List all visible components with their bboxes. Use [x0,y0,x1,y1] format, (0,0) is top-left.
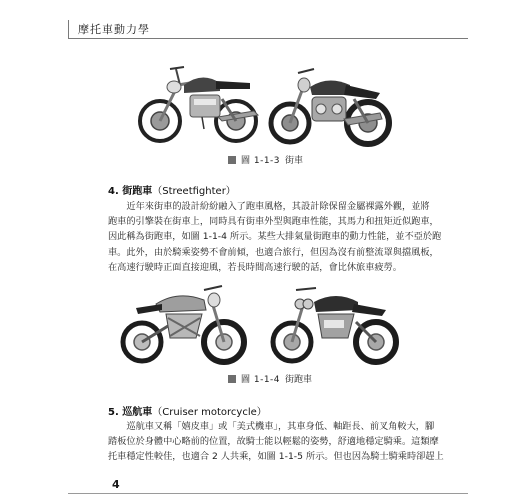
paragraph-line: 近年來街車的設計紛紛融入了跑車風格，其設計除保留金屬裸露外觀，並將 [126,201,430,212]
paragraph-line: 托車穩定性較佳，也適合 2 人共乘，如圖 1-1-5 所示。但也因為騎士騎乘時卻趕上 [108,451,444,463]
paragraph-line: 踏板位於身體中心略前的位置，故騎士能以輕鬆的姿勢，舒適地穩定騎乘。這類摩 [108,436,439,448]
section-5-title-en: （Cruiser motorcycle） [152,407,267,418]
page-header [0,0,520,46]
paragraph-line: 在高速行駛時正面直接迎風，若長時間高速行駛的話，會比休旅車疲勞。 [108,261,402,273]
figure-street-bikes [118,55,398,150]
section-4-heading [108,182,236,197]
paragraph-line: 車。此外，由於騎乘姿勢不會前傾，也適合旅行，但因為沒有前整流罩與擋風板， [108,246,439,258]
section-5-paragraph [108,419,444,465]
section-5-number: 5. [108,407,119,418]
figure-2-caption [228,372,312,385]
section-4-title: 街跑車 [122,186,153,197]
figure-2-caption-text: 街跑車 [285,375,313,385]
header-title: 摩托車動力學 [78,23,150,36]
section-4-paragraph [108,199,442,275]
motorcycle-image-classic [140,67,258,141]
figure-streetfighter-bikes [112,278,402,366]
motorcycle-image-muscle [271,69,389,144]
figure-marker-icon [228,156,236,164]
figure-1-label: 圖 1-1-3 [241,156,281,166]
section-4-title-en: （Streetfighter） [152,186,236,197]
motorcycle-image-speed-triple [273,288,396,362]
header-rule-left [68,20,69,39]
figure-2-label: 圖 1-1-4 [241,375,281,385]
motorcycle-image-monster [123,286,244,362]
page-number: 4 [112,478,120,491]
paragraph-line: 巡航車又稱「嬉皮車」或「美式機車」，其車身低、軸距長、前叉角較大，腳 [126,421,435,432]
section-5-title: 巡航車 [122,407,153,418]
section-4-number: 4. [108,186,119,197]
figure-marker-icon [228,375,236,383]
header-rule [68,38,468,39]
paragraph-line: 跑車的引擎裝在街車上，同時具有街車外型與跑車性能，其馬力和扭矩近似跑車， [108,216,439,228]
section-5-heading [108,403,267,418]
figure-1-caption-text: 街車 [285,156,304,166]
footer-rule [68,493,468,494]
figure-1-caption [228,153,303,166]
paragraph-line: 因此稱為街跑車，如圖 1-1-4 所示。某些大排氣量街跑車的動力性能，並不亞於跑 [108,231,442,243]
